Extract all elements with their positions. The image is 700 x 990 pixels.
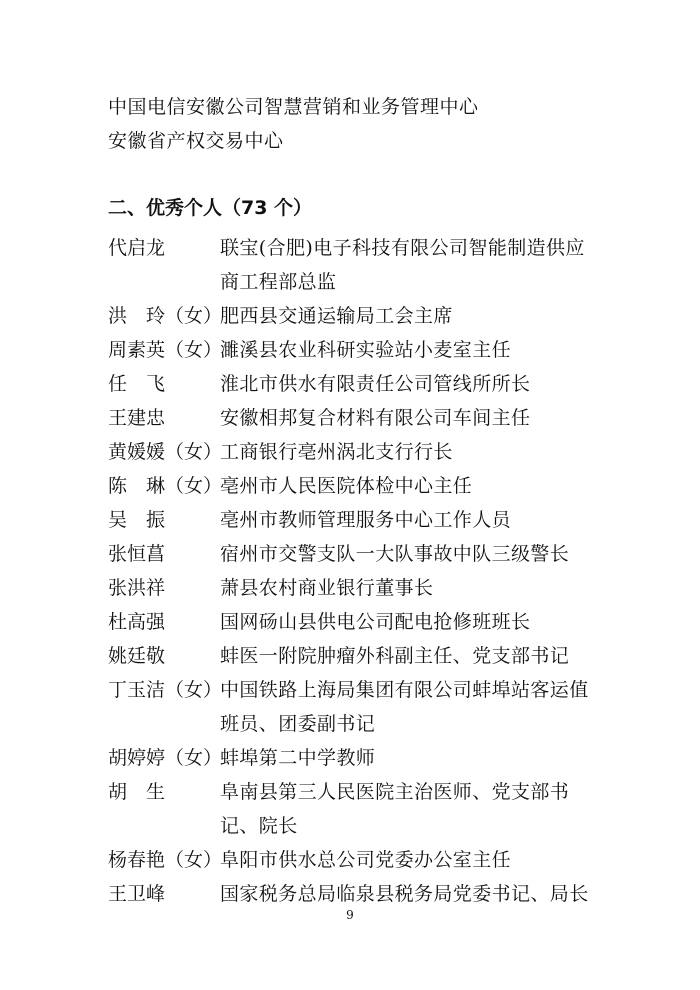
- person-entry: [108, 639, 608, 673]
- person-entry: [108, 537, 608, 571]
- organization-line-1: 中国电信安徽公司智慧营销和业务管理中心: [108, 96, 479, 118]
- person-name: 周素英（女）: [108, 339, 223, 361]
- person-description: 阜阳市供水总公司党委办公室主任: [220, 849, 512, 871]
- person-name: 胡 生: [108, 781, 166, 803]
- person-description: 安徽相邦复合材料有限公司车间主任: [220, 407, 531, 429]
- section-heading: 二、优秀个人（73 个）: [108, 197, 313, 219]
- person-name: 姚廷敬: [108, 645, 166, 667]
- person-entry: [108, 231, 608, 299]
- person-description: 国家税务总局临泉县税务局党委书记、局长: [220, 883, 589, 905]
- person-name: 吴 振: [108, 509, 166, 531]
- person-description: 阜南县第三人民医院主治医师、党支部书记、院长: [220, 781, 570, 837]
- person-name: 张恒菖: [108, 543, 166, 565]
- person-name: 胡婷婷（女）: [108, 747, 223, 769]
- person-name: 任 飞: [108, 373, 166, 395]
- person-entry: [108, 435, 608, 469]
- person-name: 王卫峰: [108, 883, 166, 905]
- person-entry: [108, 401, 608, 435]
- person-description: 国网砀山县供电公司配电抢修班班长: [220, 611, 531, 633]
- person-name: 丁玉洁（女）: [108, 679, 223, 701]
- person-name: 黄媛媛（女）: [108, 441, 223, 463]
- person-entry: [108, 299, 608, 333]
- person-description: 宿州市交警支队一大队事故中队三级警长: [220, 543, 570, 565]
- person-description: 蚌医一附院肿瘤外科副主任、党支部书记: [220, 645, 570, 667]
- organization-line-2: 安徽省产权交易中心: [108, 130, 284, 152]
- person-name: 张洪祥: [108, 577, 166, 599]
- person-description: 工商银行亳州涡北支行行长: [220, 441, 453, 463]
- person-entry: [108, 503, 608, 537]
- person-description: 亳州市人民医院体检中心主任: [220, 475, 473, 497]
- person-entry: [108, 333, 608, 367]
- person-name: 杨春艳（女）: [108, 849, 223, 871]
- person-entry: [108, 469, 608, 503]
- person-description: 亳州市教师管理服务中心工作人员: [220, 509, 512, 531]
- person-name: 陈 琳（女）: [108, 475, 223, 497]
- person-entry: [108, 775, 608, 843]
- person-entry: [108, 741, 608, 775]
- person-description: 濉溪县农业科研实验站小麦室主任: [220, 339, 512, 361]
- person-entry: [108, 571, 608, 605]
- person-description: 联宝(合肥)电子科技有限公司智能制造供应商工程部总监: [220, 237, 585, 293]
- person-description: 淮北市供水有限责任公司管线所所长: [220, 373, 531, 395]
- person-name: 洪 玲（女）: [108, 305, 223, 327]
- person-entry: [108, 605, 608, 639]
- person-entry: [108, 877, 608, 911]
- person-name: 代启龙: [108, 237, 166, 259]
- person-entry: [108, 367, 608, 401]
- person-description: 中国铁路上海局集团有限公司蚌埠站客运值班员、团委副书记: [220, 679, 589, 735]
- person-description: 蚌埠第二中学教师: [220, 747, 376, 769]
- person-name: 杜高强: [108, 611, 166, 633]
- person-entry: [108, 673, 608, 741]
- page-number: 9: [346, 908, 354, 922]
- people-list: [108, 231, 608, 911]
- person-description: 萧县农村商业银行董事长: [220, 577, 434, 599]
- person-name: 王建忠: [108, 407, 166, 429]
- person-description: 肥西县交通运输局工会主席: [220, 305, 453, 327]
- person-entry: [108, 843, 608, 877]
